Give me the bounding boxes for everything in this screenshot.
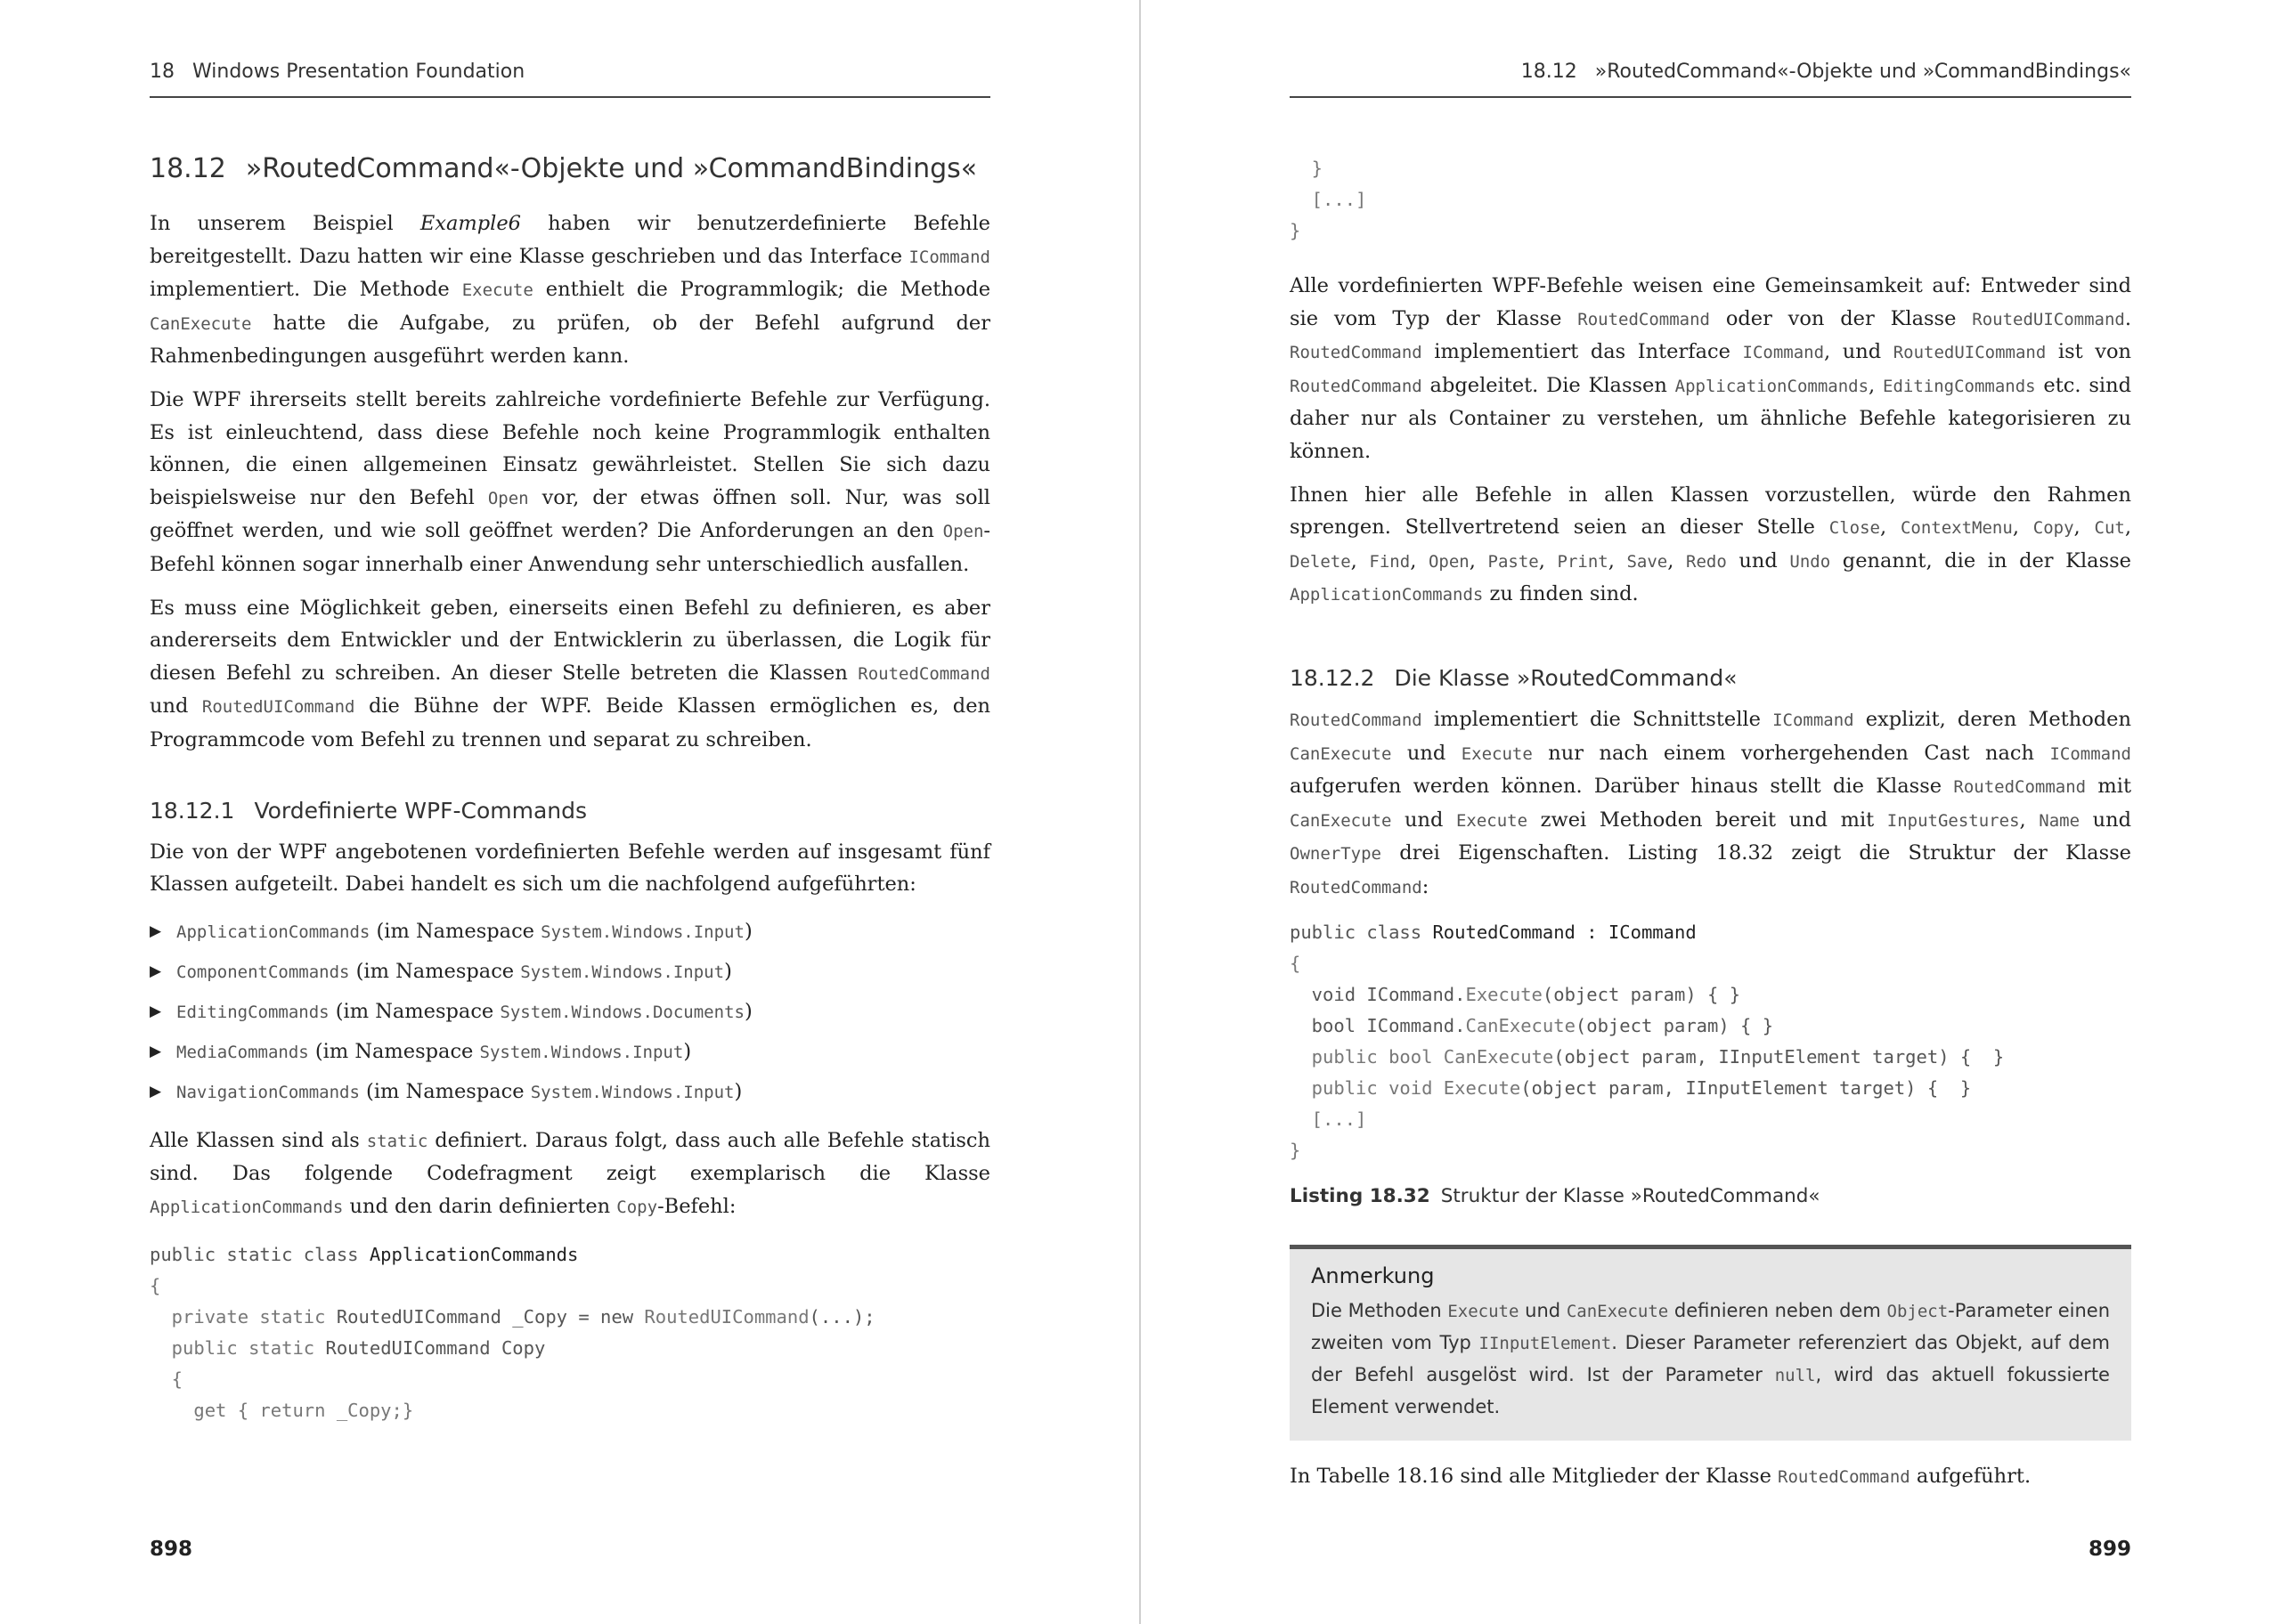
paragraph: In Tabelle 18.16 sind alle Mitglieder der Klasse RoutedCommand aufgeführt. [1290,1465,2032,1489]
subsection-number: 18.12.1 [150,797,235,824]
bullet-arrow-icon: ▶ [150,962,162,980]
running-head-title: »RoutedCommand«-Objekte und »CommandBindings« [1594,61,2131,83]
note-box [1290,1245,2131,1441]
list-item: ▶ ApplicationCommands (im Namespace System.Windows.Input) [150,912,990,952]
paragraph: Die von der WPF angebotenen vordefinierten Befehle werden auf insgesamt fünf Klassen aufgeteilt. Dabei handelt es sich um die nachfolgend aufgeführten: [150,840,990,897]
subsection-heading [150,798,990,824]
list-item: ▶ MediaCommands (im Namespace System.Windows.Input) [150,1032,990,1072]
code-listing: public static class ApplicationCommands { private static RoutedUICommand _Copy = new RoutedUICommand(...); public static RoutedUICommand Copy { get { return _Copy;} [150,1244,875,1422]
bullet-arrow-icon: ▶ [150,1042,162,1060]
paragraph: Die WPF ihrerseits stellt bereits zahlreiche vordefinierte Befehle zur Verfügung. Es ist einleuchtend, dass diese Befehle noch keine Programmlogik enthalten können, die einen allgemeinen Einsatz gewährleistet. Stellen Sie sich dazu beispielsweise nur den Befehl Open vor, der etwas öffnen soll. Nur, was soll geöffnet werden, und wie soll geöffnet werden? Die Anforderungen an den Open-Befehl können sogar innerhalb einer Anwendung sehr unterschiedlich ausfallen. [150,387,990,576]
section-number: 18.12 [150,153,226,184]
running-head-number: 18.12 [1520,61,1577,83]
subsection-number: 18.12.2 [1290,664,1375,691]
running-head-title: Windows Presentation Foundation [192,61,525,83]
note-text: Die Methoden Execute und CanExecute definieren neben dem Object-Parameter einen zweiten vom Typ IInputElement. Dieser Parameter referenziert das Objekt, auf dem der Befehl ausgelöst wird. Ist der Parameter null, wird das aktuell fokussierte Element verwendet. [1311,1300,2111,1418]
page-number: 899 [2088,1538,2131,1561]
section-title: »RoutedCommand«-Objekte und »CommandBindings« [245,153,978,184]
listing-caption [1290,1181,2131,1214]
list-item: ▶ NavigationCommands (im Namespace System.Windows.Input) [150,1072,990,1112]
paragraph: Alle vordefinierten WPF-Befehle weisen eine Gemeinsamkeit auf: Entweder sind sie vom Typ der Klasse RoutedCommand oder von der Klasse RoutedUICommand. RoutedCommand implementiert das Interface ICommand, und RoutedUICommand ist von RoutedCommand abgeleitet. Die Klassen ApplicationCommands, EditingCommands etc. sind daher nur als Container zu verstehen, um ähnliche Befehle kategorisieren zu können. [1290,274,2132,463]
code-listing-continued: } [...] } [1290,158,1367,241]
code-listing: public class RoutedCommand : ICommand { void ICommand.Execute(object param) { } bool ICommand.CanExecute(object param) { } public bool CanExecute(object param, IInputElement target) { } public void Execute(object param, IInputElement target) { } [...] } [1290,921,2005,1161]
paragraph: In unserem Beispiel Example6 haben wir benutzerdefinierte Befehle bereitgestellt. Dazu hatten wir eine Klasse geschrieben und das Interface ICommand implementiert. Die Methode Execute enthielt die Programmlogik; die Methode CanExecute hatte die Aufgabe, zu prüfen, ob der Befehl aufgrund der Rahmenbedingungen ausgeführt werden kann. [150,212,991,369]
subsection-title: Die Klasse »RoutedCommand« [1394,664,1738,691]
running-head [1290,61,2131,98]
bullet-arrow-icon: ▶ [150,1002,162,1020]
running-head [150,61,990,98]
page-body [150,153,990,1426]
section-heading [150,153,990,184]
page-body [1290,153,2131,1505]
paragraph: Ihnen hier alle Befehle in allen Klassen vorzustellen, würde den Rahmen sprengen. Stellvertretend seien an dieser Stelle Close, ContextMenu, Copy, Cut, Delete, Find, Open, Paste, Print, Save, Redo und Undo genannt, die in der Klasse ApplicationCommands zu finden sind. [1290,483,2131,606]
right-page [1141,0,2280,1624]
running-head-number: 18 [150,61,175,83]
listing-caption-label: Listing 18.32 [1290,1184,1430,1207]
bullet-arrow-icon: ▶ [150,1082,162,1100]
list-item: ▶ ComponentCommands (im Namespace System.Windows.Input) [150,952,990,992]
note-title: Anmerkung [1311,1263,1435,1289]
list-item: ▶ EditingCommands (im Namespace System.Windows.Documents) [150,992,990,1032]
page-number: 898 [150,1538,193,1561]
bullet-arrow-icon: ▶ [150,922,162,940]
left-page [0,0,1139,1624]
paragraph: Es muss eine Möglichkeit geben, einerseits einen Befehl zu definieren, es aber andererseits dem Entwickler und der Entwicklerin zu überlassen, die Logik für diesen Befehl zu schreiben. An dieser Stelle betreten die Klassen RoutedCommand und RoutedUICommand die Bühne der WPF. Beide Klassen ermöglichen es, den Programmcode vom Befehl zu trennen und separat zu schreiben. [150,596,990,751]
paragraph: RoutedCommand implementiert die Schnittstelle ICommand explizit, deren Methoden CanExecute und Execute nur nach einem vorhergehenden Cast nach ICommand aufgerufen werden können. Darüber hinaus stellt die Klasse RoutedCommand mit CanExecute und Execute zwei Methoden bereit und mit InputGestures, Name und OwnerType drei Eigenschaften. Listing 18.32 zeigt die Struktur der Klasse RoutedCommand: [1290,707,2131,898]
namespace-list [150,912,990,1112]
subsection-title: Vordefinierte WPF-Commands [254,797,588,824]
subsection-heading [1290,665,2131,691]
listing-caption-text: Struktur der Klasse »RoutedCommand« [1440,1184,1820,1207]
paragraph: Alle Klassen sind als static definiert. Daraus folgt, dass auch alle Befehle statisch sind. Das folgende Codefragment zeigt exemplarisch die Klasse ApplicationCommands und den darin definierten Copy-Befehl: [150,1128,990,1218]
